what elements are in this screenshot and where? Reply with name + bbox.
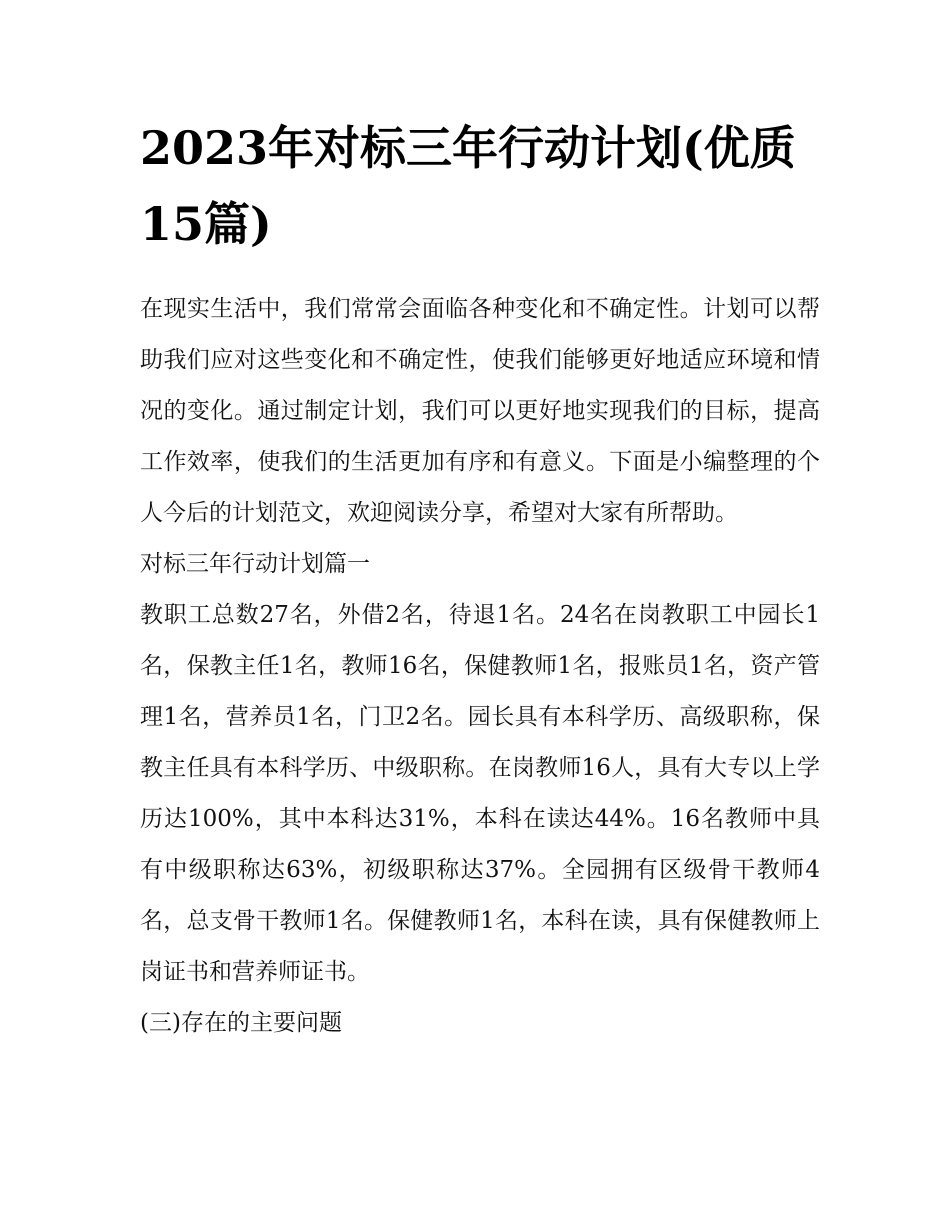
document-title: 2023年对标三年行动计划(优质15篇) [140, 121, 796, 251]
subheading: (三)存在的主要问题 [140, 1010, 342, 1036]
intro-text: 在现实生活中，我们常常会面临各种变化和不确定性。计划可以帮助我们应对这些变化和不确定性，使我们能够更好地适应环境和情况的变化。通过制定计划，我们可以更好地实现我们的目标，提高工作效率，使我们的生活更加有序和有意义。下面是小编整理的个人今后的计划范文，欢迎阅读分享，希望对大家有所帮助。 [140, 296, 820, 526]
intro-paragraph [140, 284, 820, 1049]
section-heading: 对标三年行动计划篇一 [140, 551, 370, 577]
body-paragraph: 教职工总数27名，外借2名，待退1名。24名在岗教职工中园长1名，保教主任1名，教师16名，保健教师1名，报账员1名，资产管理1名，营养员1名，门卫2名。园长具有本科学历、高级职称，保教主任具有本科学历、中级职称。在岗教师16人，具有大专以上学历达100%，其中本科达31%，本科在读达44%。16名教师中具有中级职称达63%，初级职称达37%。全园拥有区级骨干教师4名，总支骨干教师1名。保健教师1名，本科在读，具有保健教师上岗证书和营养师证书。 [140, 602, 820, 985]
document-content [140, 110, 820, 1049]
